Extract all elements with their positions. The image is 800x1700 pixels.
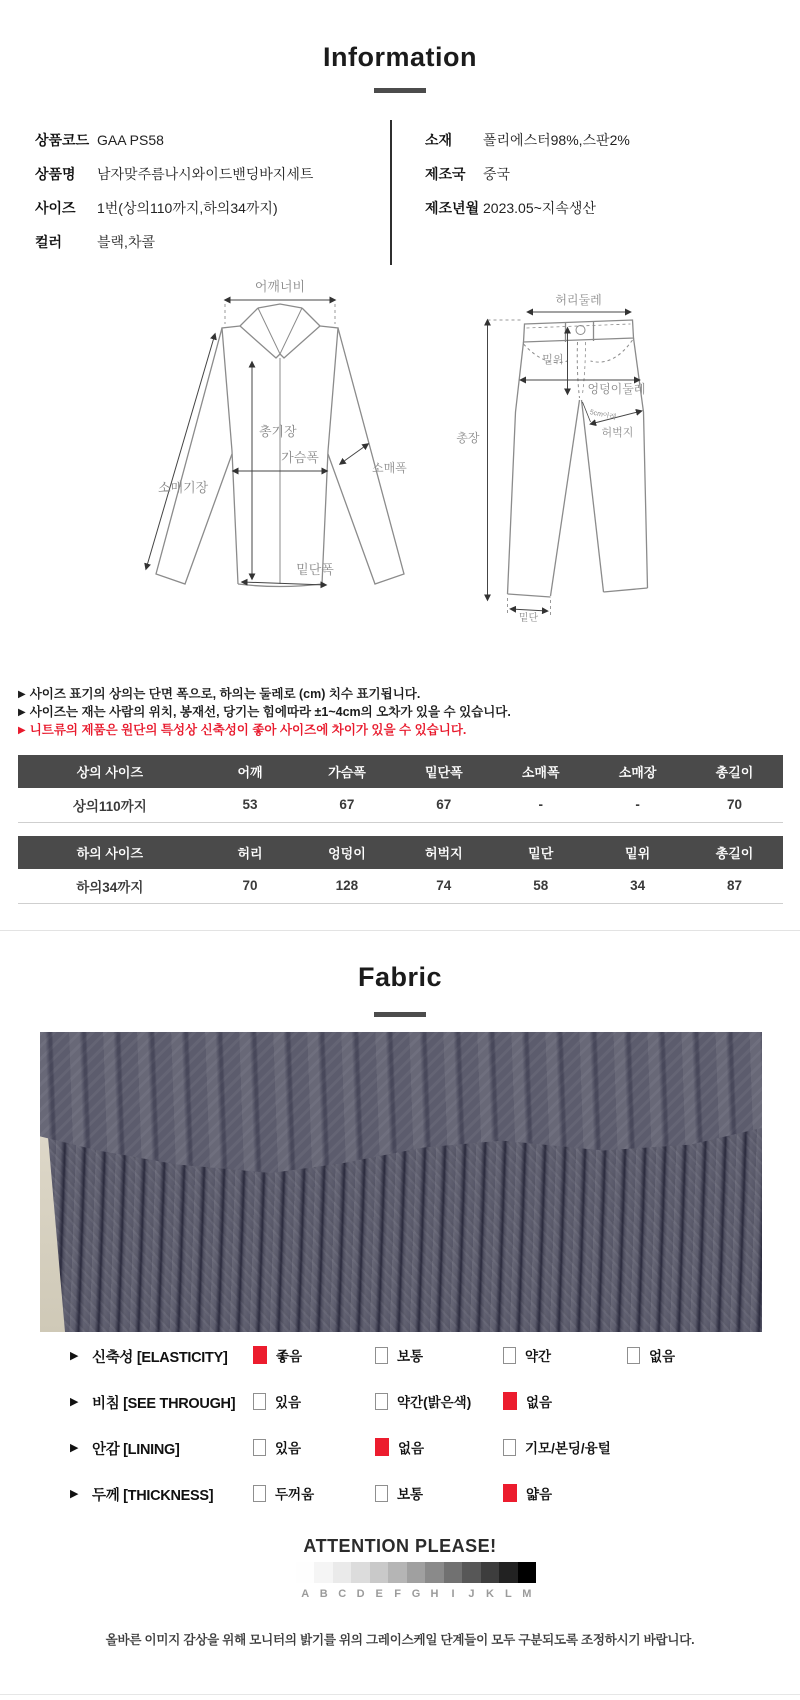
info-row-size <box>35 198 375 219</box>
checkbox-icon <box>375 1438 389 1456</box>
checkbox-icon <box>253 1485 266 1502</box>
grayscale-step <box>370 1562 388 1583</box>
table-cell: 67 <box>395 788 492 822</box>
property-label: 비침 [SEE THROUGH] <box>92 1396 236 1412</box>
grayscale-step <box>518 1562 536 1583</box>
property-label: 신축성 [ELASTICITY] <box>92 1350 228 1366</box>
table-cell: 70 <box>686 788 783 822</box>
info-row-product-code <box>35 130 375 151</box>
checkbox-icon <box>253 1393 266 1410</box>
info-label: 소재 <box>425 132 453 148</box>
fabric-photo <box>40 1032 762 1332</box>
column-header: 허벅지 <box>395 836 492 869</box>
grayscale-step <box>333 1562 351 1583</box>
table-cell: 128 <box>298 869 395 903</box>
table-cell: 하의34까지 <box>18 869 202 903</box>
column-header: 소매장 <box>589 755 686 788</box>
table-cell: 상의110까지 <box>18 788 202 822</box>
info-row-product-name <box>35 164 375 185</box>
grayscale-letter: D <box>356 1588 365 1600</box>
info-label: 상품명 <box>35 166 76 182</box>
note-line-warning <box>18 722 788 740</box>
attention-title: ATTENTION PLEASE! <box>303 1536 497 1556</box>
info-label: 제조년월 <box>425 200 480 216</box>
top-size-table <box>18 755 783 823</box>
column-header: 허리 <box>202 836 299 869</box>
grayscale-step <box>444 1562 462 1583</box>
option-label: 얇음 <box>526 1487 553 1502</box>
grayscale-letters <box>296 1588 536 1600</box>
grayscale-letter: L <box>505 1588 512 1600</box>
column-header: 총길이 <box>686 755 783 788</box>
checkbox-icon <box>375 1393 388 1410</box>
option-elasticity-normal <box>375 1345 423 1365</box>
triangle-bullet-icon: ▶ <box>70 1396 79 1408</box>
grayscale-step <box>296 1562 314 1583</box>
checkbox-icon <box>503 1392 517 1410</box>
shirt-length-label: 총기장 <box>259 424 297 439</box>
grayscale-letter: M <box>522 1588 532 1600</box>
option-label: 기모/본딩/융털 <box>525 1441 611 1456</box>
shirt-diagram-svg <box>130 266 430 616</box>
shirt-shoulder-label: 어깨너비 <box>254 279 306 294</box>
table-row <box>18 788 783 822</box>
option-lining-none <box>375 1437 424 1457</box>
table-cell: 74 <box>395 869 492 903</box>
grayscale-step <box>462 1562 480 1583</box>
bottom-size-table <box>18 836 783 904</box>
info-row-color <box>35 232 375 253</box>
info-row-origin <box>425 164 765 185</box>
table-row <box>18 869 783 903</box>
grayscale-letter: E <box>375 1588 383 1600</box>
option-label: 없음 <box>649 1349 676 1364</box>
table-cell: 87 <box>686 869 783 903</box>
column-header: 가슴폭 <box>298 755 395 788</box>
info-value: GAA PS58 <box>97 132 164 148</box>
table-cell: 58 <box>492 869 589 903</box>
triangle-bullet-icon: ▶ <box>18 707 26 718</box>
monitor-calibration-note: 올바른 이미지 감상을 위해 모니터의 밝기를 위의 그레이스케일 단계들이 모두 구분되도록 조정하시기 바랍니다. <box>105 1633 695 1647</box>
note-line <box>18 704 788 722</box>
property-row-thickness <box>0 1473 800 1519</box>
option-seethrough-yes <box>253 1391 301 1411</box>
table-cell: - <box>492 788 589 822</box>
grayscale-step <box>314 1562 332 1583</box>
triangle-bullet-icon: ▶ <box>70 1350 79 1362</box>
checkbox-icon <box>375 1485 388 1502</box>
option-elasticity-good <box>253 1345 302 1365</box>
checkbox-icon <box>503 1439 516 1456</box>
grayscale-step <box>481 1562 499 1583</box>
grayscale-letter: I <box>451 1588 455 1600</box>
note-line <box>18 686 788 704</box>
pants-measurement-diagram <box>425 262 680 622</box>
option-seethrough-slight <box>375 1391 471 1411</box>
pants-total-length-label: 총장 <box>456 431 480 445</box>
grayscale-letter: K <box>485 1588 494 1600</box>
triangle-bullet-icon: ▶ <box>70 1442 79 1454</box>
option-lining-yes <box>253 1437 301 1457</box>
column-header: 하의 사이즈 <box>18 836 202 869</box>
info-value: 1번(상의110까지,하의34까지) <box>97 200 278 216</box>
column-header: 소매폭 <box>492 755 589 788</box>
column-header: 밑단 <box>492 836 589 869</box>
table-cell: 53 <box>202 788 299 822</box>
pants-waist-label: 허리둘레 <box>555 293 602 307</box>
information-title-underline <box>374 88 426 93</box>
shirt-sleeve-length-label: 소매기장 <box>158 480 209 495</box>
fabric-title-underline <box>374 1012 426 1017</box>
pants-diagram-svg <box>425 262 680 622</box>
shirt-measurement-diagram <box>130 266 430 616</box>
option-seethrough-none <box>503 1391 552 1411</box>
pants-5cm-below-label: 5cm아래 <box>589 409 617 422</box>
grayscale-step <box>351 1562 369 1583</box>
fabric-properties <box>0 1335 800 1519</box>
triangle-bullet-icon: ▶ <box>70 1488 79 1500</box>
option-thickness-thin <box>503 1483 552 1503</box>
option-label: 없음 <box>398 1441 425 1456</box>
product-info-right <box>425 130 765 232</box>
property-label: 안감 [LINING] <box>92 1442 180 1458</box>
property-row-lining <box>0 1427 800 1473</box>
note-text: 사이즈 표기의 상의는 단면 폭으로, 하의는 둘레로 (cm) 치수 표기됩니다. <box>29 687 421 701</box>
checkbox-icon <box>503 1484 517 1502</box>
triangle-bullet-icon: ▶ <box>18 725 26 736</box>
option-label: 있음 <box>275 1395 302 1410</box>
option-thickness-normal <box>375 1483 423 1503</box>
column-header: 밑단폭 <box>395 755 492 788</box>
info-vertical-divider <box>390 120 392 265</box>
option-label: 보통 <box>397 1487 424 1502</box>
column-header: 어깨 <box>202 755 299 788</box>
column-header: 엉덩이 <box>298 836 395 869</box>
note-text: 니트류의 제품은 원단의 특성상 신축성이 좋아 사이즈에 차이가 있을 수 있습니다. <box>29 723 467 737</box>
info-label: 상품코드 <box>35 132 90 148</box>
option-label: 두꺼움 <box>275 1487 315 1502</box>
info-value: 중국 <box>483 166 511 182</box>
option-label: 보통 <box>397 1349 424 1364</box>
grayscale-step <box>499 1562 517 1583</box>
table-cell: 67 <box>298 788 395 822</box>
triangle-bullet-icon: ▶ <box>18 689 26 700</box>
grayscale-bar <box>296 1562 536 1583</box>
checkbox-icon <box>503 1347 516 1364</box>
shirt-chest-label: 가슴폭 <box>281 450 319 465</box>
property-label: 두께 [THICKNESS] <box>92 1488 214 1504</box>
info-value: 폴리에스터98%,스판2% <box>483 132 630 148</box>
grayscale-letter: F <box>394 1588 401 1600</box>
info-value: 남자맞주름나시와이드밴딩바지세트 <box>97 166 314 182</box>
option-label: 약간 <box>525 1349 552 1364</box>
option-label: 약간(밝은색) <box>397 1395 472 1410</box>
checkbox-icon <box>253 1439 266 1456</box>
grayscale-step <box>388 1562 406 1583</box>
pants-hem-label: 밑단 <box>518 613 539 622</box>
shirt-hem-label: 밑단폭 <box>296 562 334 577</box>
option-elasticity-slight <box>503 1345 551 1365</box>
pants-hip-label: 엉덩이둘레 <box>587 382 646 396</box>
info-row-manufacture-date <box>425 198 765 219</box>
column-header: 총길이 <box>686 836 783 869</box>
grayscale-letter: G <box>411 1588 421 1600</box>
info-label: 컬러 <box>35 234 63 250</box>
fabric-title: Fabric <box>357 962 443 992</box>
option-label: 없음 <box>526 1395 553 1410</box>
property-row-elasticity <box>0 1335 800 1381</box>
pants-thigh-label: 허벅지 <box>601 427 634 439</box>
checkbox-icon <box>253 1346 267 1364</box>
info-value: 블랙,차콜 <box>97 234 155 250</box>
product-info-left <box>35 130 375 266</box>
info-label: 사이즈 <box>35 200 76 216</box>
column-header: 상의 사이즈 <box>18 755 202 788</box>
info-row-material <box>425 130 765 151</box>
option-label: 좋음 <box>276 1349 303 1364</box>
option-elasticity-none <box>627 1345 675 1365</box>
info-label: 제조국 <box>425 166 466 182</box>
grayscale-letter: H <box>430 1588 439 1600</box>
grayscale-letter: B <box>319 1588 328 1600</box>
checkbox-icon <box>375 1347 388 1364</box>
info-value: 2023.05~지속생산 <box>483 200 596 216</box>
section-divider <box>0 930 800 931</box>
table-cell: 34 <box>589 869 686 903</box>
size-notes <box>18 686 788 740</box>
option-thickness-thick <box>253 1483 314 1503</box>
pants-rise-label: 밑위 <box>542 354 564 366</box>
grayscale-letter: A <box>301 1588 310 1600</box>
page-bottom-divider <box>0 1694 800 1695</box>
column-header: 밑위 <box>589 836 686 869</box>
information-title: Information <box>323 42 477 72</box>
shirt-sleeve-width-label: 소매폭 <box>372 461 407 475</box>
checkbox-icon <box>627 1347 640 1364</box>
table-cell: - <box>589 788 686 822</box>
option-lining-fleece <box>503 1437 611 1457</box>
grayscale-letter: J <box>468 1588 475 1600</box>
property-row-see-through <box>0 1381 800 1427</box>
grayscale-letter: C <box>338 1588 347 1600</box>
table-cell: 70 <box>202 869 299 903</box>
option-label: 있음 <box>275 1441 302 1456</box>
grayscale-step <box>425 1562 443 1583</box>
grayscale-step <box>407 1562 425 1583</box>
note-text: 사이즈는 재는 사람의 위치, 봉재선, 당기는 힘에따라 ±1~4cm의 오차가 있을 수 있습니다. <box>29 705 511 719</box>
